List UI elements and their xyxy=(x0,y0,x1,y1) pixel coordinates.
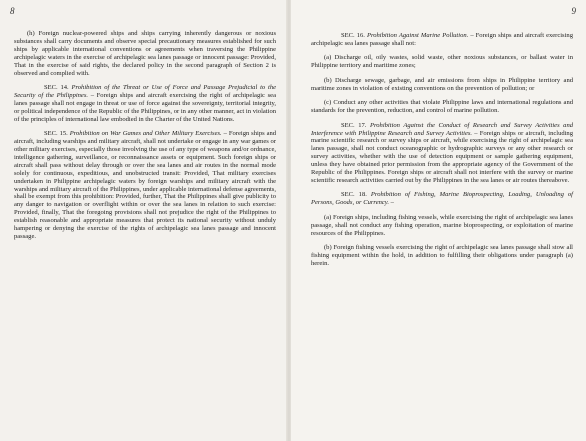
left-page xyxy=(0,0,288,441)
section-17-body: – Foreign ships or aircraft, including marine scientific research or survey ships or aircraft, while exercising the right of archipelagic sea lanes passage, shall not conduct oceanographic or hydrographic surveys or any other research or survey activities, whether with the use of detection equipment or sample gathering equipment, unless they have obtained prior permission from the appropriate agency of the Government of the Republic of the Philippines. Foreign ships or aircraft shall not interfere with the survey or marine scientific research activities carried out by the Philippines in the sea lanes or air routes thereabove. xyxy=(311,129,573,184)
section-17-title: Prohibition Against the Conduct of Research and Survey Activities and Interference with Philippine Research and Survey Activities. xyxy=(311,121,574,137)
section-16-title: Prohibition Against Marine Pollution. xyxy=(366,32,469,39)
section-16-body: – Foreign ships and aircraft exercising archipelagic sea lanes passage shall not: xyxy=(311,32,573,47)
paragraph-16b: (b) Discharge sewage, garbage, and air emissions from ships in Philippine territory and maritime zones in violation of existing conventions on the prevention of pollution; or xyxy=(311,76,573,92)
section-14-label: SEC. 14. xyxy=(44,84,69,92)
section-14-body: – Foreign ships and aircraft exercising the right of archipelagic sea lanes passage shall not engage in threat or use of force against the sovereignty, territorial integrity, or political independence of the Republic of the Philippines, or in any other manner, act in violation of the principles of international law embodied in the Charter of the United Nations. xyxy=(14,91,276,123)
section-16-heading xyxy=(311,32,573,48)
paragraph-16a: (a) Discharge oil, oily wastes, solid waste, other noxious substances, or ballast water in Philippine territory and maritime zones; xyxy=(311,54,573,70)
page-number-right: 9 xyxy=(571,6,576,16)
paragraph-18b: (b) Foreign fishing vessels exercising the right of archipelagic sea lanes passage shall stow all fishing equipment within the hold, in addition to fulfilling their obligations under paragraph (a) herein. xyxy=(311,244,573,267)
paragraph-h: (h) Foreign nuclear-powered ships and ships carrying inherently dangerous or noxious substances shall carry documents and observe special precautionary measures established for such ships by applicable international conventions or agreements when traversing the Philippine archipelagic waters in the exercise of archipelagic sea lanes passage or innocent passage: Provided, That in the exercise of said rights, the declared policy in the second paragraph of Section 2 is observed and complied with. xyxy=(14,30,276,77)
section-14-heading xyxy=(14,84,276,124)
right-page xyxy=(291,0,586,441)
left-page-text xyxy=(14,30,276,241)
section-18-body: – xyxy=(390,199,394,207)
section-14-title: Prohibition of the Threat or Use of Force and Passage Prejudicial to the Security of the Philippines. xyxy=(14,84,277,99)
section-15-label: SEC. 15. xyxy=(44,130,68,138)
section-17-label: SEC. 17. xyxy=(341,121,367,129)
section-18-title: Prohibition of Fishing, Marine Bioprospecting, Loading, Unloading of Persons, Goods, or Currency. xyxy=(311,191,573,207)
section-18-heading xyxy=(311,191,573,207)
right-page-text xyxy=(311,32,573,275)
section-15-title: Prohibition on War Games and Other Military Exercises. xyxy=(69,130,222,138)
paragraph-16c: (c) Conduct any other activities that violate Philippine laws and international regulations and standards for the prevention, reduction, and control of marine pollution. xyxy=(311,99,573,115)
section-17-heading xyxy=(311,122,573,185)
section-18-label: SEC. 18. xyxy=(341,191,367,199)
section-15-body: – Foreign ships and aircraft, including warships and military aircraft, shall not undertake or engage in any war games or other military exercises, especially those involving the use of any type of weapons and/or ordnance, intelligence gathering, surveillance, or reconnaissance assets or equipment. Such foreign ships or aircraft shall pass without delay through or over the sea lanes and air routes in the normal mode solely for continuous, expeditious, and unobstructed transit: Provided, That military exercises undertaken in Philippine archipelagic waters by foreign warships and military aircraft with the warships and military aircraft of the Philippines, under applicable international defense agreements, shall be exempt from this prohibition: Provided, further, That the Philippines shall give publicity to any danger to navigation or overflight within or over the sea lanes in relation to such exercise: Provided, finally, That the foregoing provisions shall not prejudice the right of the Philippines to establish reasonable and appropriate measures that protect its national security without unduly hampering or denying the exercise of the rights of archipelagic sea lanes passage and innocent passage. xyxy=(14,130,277,240)
section-15-heading xyxy=(14,130,276,241)
section-16-label: SEC. 16. xyxy=(341,32,365,39)
page-number-left: 8 xyxy=(10,6,15,16)
paragraph-18a: (a) Foreign ships, including fishing vessels, while exercising the right of archipelagic sea lanes passage, shall not conduct any fishing operation, marine bioprospecting, or exploitation of marine resources of the Philippines. xyxy=(311,213,573,237)
